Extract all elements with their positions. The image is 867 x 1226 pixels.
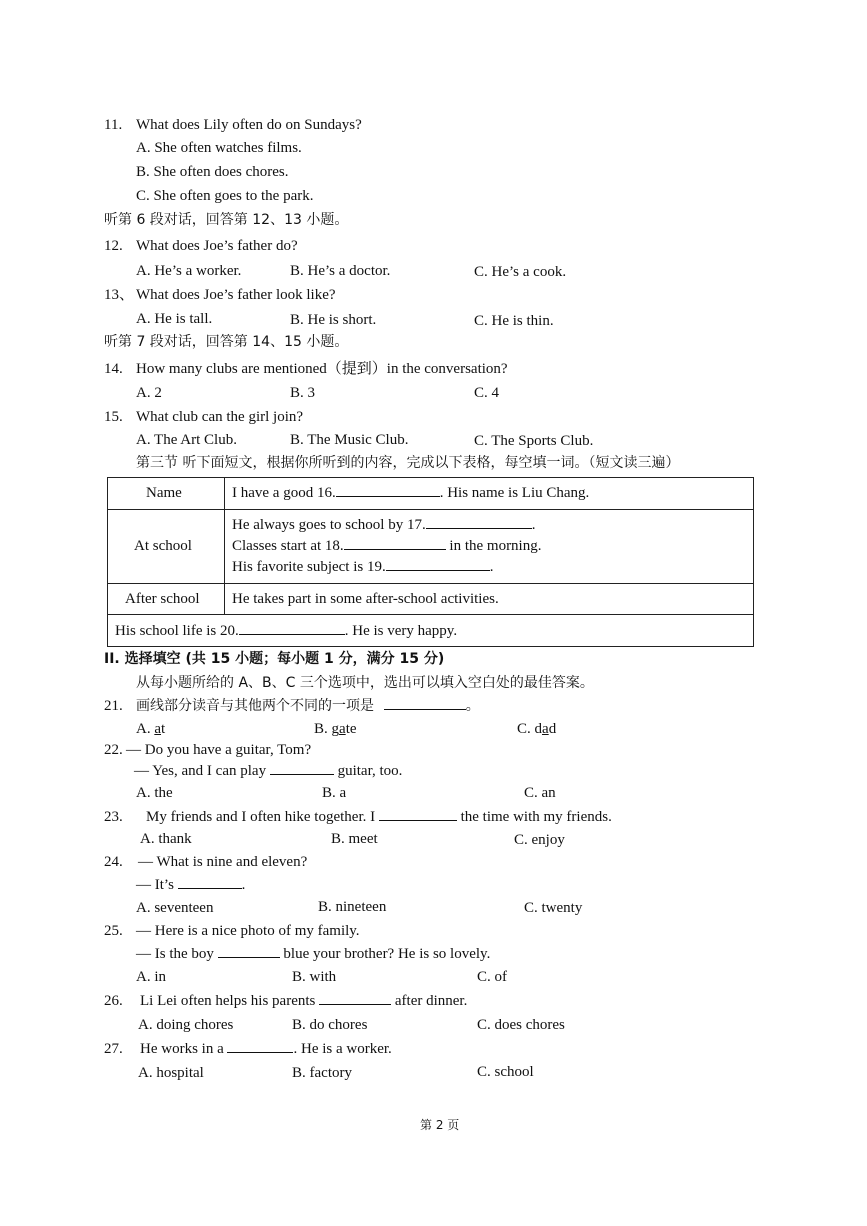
q21-option-a-prefix: A.	[136, 721, 155, 737]
q11-question: What does Lily often do on Sundays?	[136, 117, 362, 133]
q11-option-b: B. She often does chores.	[136, 164, 289, 180]
q21-question	[136, 697, 480, 715]
part-2-title: II. 选择填空 (共 15 小题；每小题 1 分，满分 15 分)	[104, 651, 445, 667]
q22-line-1: — Do you have a guitar, Tom?	[126, 742, 312, 758]
q23-option-c: C. enjoy	[514, 832, 565, 848]
q27-blank	[227, 1040, 293, 1053]
q24-option-a: A. seventeen	[136, 900, 214, 916]
q25-option-a: A. in	[136, 969, 166, 985]
q25-number: 25.	[104, 923, 123, 939]
blank-17	[426, 516, 532, 529]
q22-blank	[270, 762, 334, 775]
q23-option-a: A. thank	[140, 831, 192, 847]
q22-line-2-end: guitar, too.	[337, 763, 403, 779]
q27-number: 27.	[104, 1041, 123, 1057]
q21-option-b-underlined: a	[339, 721, 346, 737]
section-7-instruction: 听第 7 段对话，回答第 14、15 小题。	[104, 334, 349, 350]
q27-option-c: C. school	[477, 1064, 534, 1080]
q13-option-c: C. He is thin.	[474, 313, 554, 329]
q15-option-c: C. The Sports Club.	[474, 433, 594, 449]
table-row-school-1	[232, 516, 535, 534]
q13-question: What does Joe’s father look like?	[136, 287, 336, 303]
q15-question: What club can the girl join?	[136, 409, 304, 425]
q24-line-2	[136, 876, 245, 894]
blank-18-prefix: Classes start at 18.	[232, 538, 344, 554]
blank-19	[386, 558, 490, 571]
q24-line-2-start: — It’s	[136, 877, 174, 893]
q21-option-b-prefix: B. g	[314, 721, 340, 737]
q22-option-b: B. a	[322, 785, 347, 801]
table-rule	[107, 509, 754, 510]
blank-17-prefix: He always goes to school by 17.	[232, 517, 426, 533]
blank-20-prefix: His school life is 20.	[115, 623, 239, 639]
section-3-instruction: 第三节 听下面短文，根据你所听到的内容，完成以下表格，每空填一词。（短文读三遍）	[136, 455, 680, 471]
q13-option-a: A. He is tall.	[136, 311, 213, 327]
q24-number: 24.	[104, 854, 123, 870]
q25-line-2-start: — Is the boy	[136, 946, 214, 962]
q21-blank	[384, 697, 466, 710]
q22-number: 22.	[104, 742, 123, 758]
q12-option-c: C. He’s a cook.	[474, 264, 567, 280]
q24-option-c: C. twenty	[524, 900, 583, 916]
q25-line-1: — Here is a nice photo of my family.	[136, 923, 360, 939]
q13-option-b: B. He is short.	[290, 312, 377, 328]
q14-number: 14.	[104, 361, 123, 377]
q12-option-a: A. He’s a worker.	[136, 263, 242, 279]
q11-number: 11.	[104, 117, 123, 133]
q26-option-b: B. do chores	[292, 1017, 368, 1033]
q22-line-2-start: — Yes, and I can play	[134, 763, 267, 779]
q11-option-a: A. She often watches films.	[136, 140, 302, 156]
q27-option-b: B. factory	[292, 1065, 352, 1081]
table-row-school-life	[115, 622, 457, 640]
table-rule	[107, 583, 754, 584]
q21-option-c	[517, 720, 556, 738]
section-6-instruction: 听第 6 段对话，回答第 12、13 小题。	[104, 212, 349, 228]
q25-line-2	[136, 945, 490, 963]
q13-number: 13、	[104, 287, 135, 303]
q21-option-c-prefix: C. d	[517, 721, 543, 737]
q23-number: 23.	[104, 809, 123, 825]
q23-question-end: the time with my friends.	[460, 809, 612, 825]
q14-option-c: C. 4	[474, 385, 500, 401]
table-row-after-school: He takes part in some after-school activities.	[232, 591, 499, 607]
q23-question	[146, 808, 612, 826]
page-number: 第 2 页	[420, 1118, 460, 1132]
q26-question-end: after dinner.	[394, 993, 468, 1009]
q24-line-2-end: .	[241, 877, 246, 893]
q21-option-a	[136, 720, 165, 738]
q14-option-a: A. 2	[136, 385, 162, 401]
q22-line-2	[134, 762, 402, 780]
q21-option-c-rest: d	[548, 721, 557, 737]
q21-option-b-rest: te	[345, 721, 357, 737]
q21-number: 21.	[104, 698, 123, 714]
q26-question	[140, 992, 467, 1010]
q14-option-b: B. 3	[290, 385, 316, 401]
q24-option-b: B. nineteen	[318, 899, 387, 915]
q27-question-start: He works in a	[140, 1041, 224, 1057]
table-rule	[107, 614, 754, 615]
q14-question: How many clubs are mentioned（提到）in the conversation?	[136, 361, 508, 377]
q15-option-b: B. The Music Club.	[290, 432, 409, 448]
q22-option-a: A. the	[136, 785, 173, 801]
q26-blank	[319, 992, 391, 1005]
q26-number: 26.	[104, 993, 123, 1009]
q11-option-c: C. She often goes to the park.	[136, 188, 314, 204]
table-row-name	[232, 484, 589, 502]
q27-question-end: . He is a worker.	[293, 1041, 392, 1057]
q26-question-start: Li Lei often helps his parents	[140, 993, 316, 1009]
blank-18-suffix: in the morning.	[445, 538, 542, 554]
table-row-school-2	[232, 537, 541, 555]
q15-number: 15.	[104, 409, 123, 425]
q26-option-c: C. does chores	[477, 1017, 565, 1033]
q27-option-a: A. hospital	[138, 1065, 204, 1081]
table-label-name: Name	[146, 485, 182, 501]
blank-20	[239, 622, 345, 635]
q21-question-end: 。	[465, 698, 480, 714]
q12-question: What does Joe’s father do?	[136, 238, 298, 254]
table-column-rule	[224, 477, 225, 614]
blank-16	[336, 484, 440, 497]
table-row-school-3	[232, 558, 493, 576]
q24-blank	[178, 876, 242, 889]
table-label-at-school: At school	[134, 538, 192, 554]
q21-option-a-underlined: a	[154, 721, 162, 737]
q21-question-text: 画线部分读音与其他两个不同的一项是	[136, 698, 374, 714]
q23-blank	[379, 808, 457, 821]
q21-option-a-rest: t	[161, 721, 166, 737]
q23-question-start: My friends and I often hike together. I	[146, 809, 376, 825]
blank-18	[344, 537, 446, 550]
part-2-instruction: 从每小题所给的 A、B、C 三个选项中，选出可以填入空白处的最佳答案。	[136, 675, 594, 691]
q15-option-a: A. The Art Club.	[136, 432, 237, 448]
blank-17-suffix: .	[531, 517, 536, 533]
q27-question	[140, 1040, 392, 1058]
blank-19-prefix: His favorite subject is 19.	[232, 559, 386, 575]
q22-option-c: C. an	[524, 785, 556, 801]
q26-option-a: A. doing chores	[138, 1017, 234, 1033]
q21-option-c-underlined: a	[542, 721, 549, 737]
q25-option-c: C. of	[477, 969, 507, 985]
q25-blank	[218, 945, 280, 958]
q21-option-b	[314, 720, 357, 738]
blank-16-prefix: I have a good 16.	[232, 485, 336, 501]
q25-line-2-end: blue your brother? He is so lovely.	[283, 946, 491, 962]
q23-option-b: B. meet	[331, 831, 378, 847]
q12-number: 12.	[104, 238, 123, 254]
q25-option-b: B. with	[292, 969, 337, 985]
blank-19-suffix: .	[489, 559, 494, 575]
blank-20-suffix: . He is very happy.	[344, 623, 458, 639]
q12-option-b: B. He’s a doctor.	[290, 263, 391, 279]
q24-line-1: — What is nine and eleven?	[138, 854, 308, 870]
blank-16-suffix: . His name is Liu Chang.	[439, 485, 590, 501]
table-label-after-school: After school	[125, 591, 200, 607]
